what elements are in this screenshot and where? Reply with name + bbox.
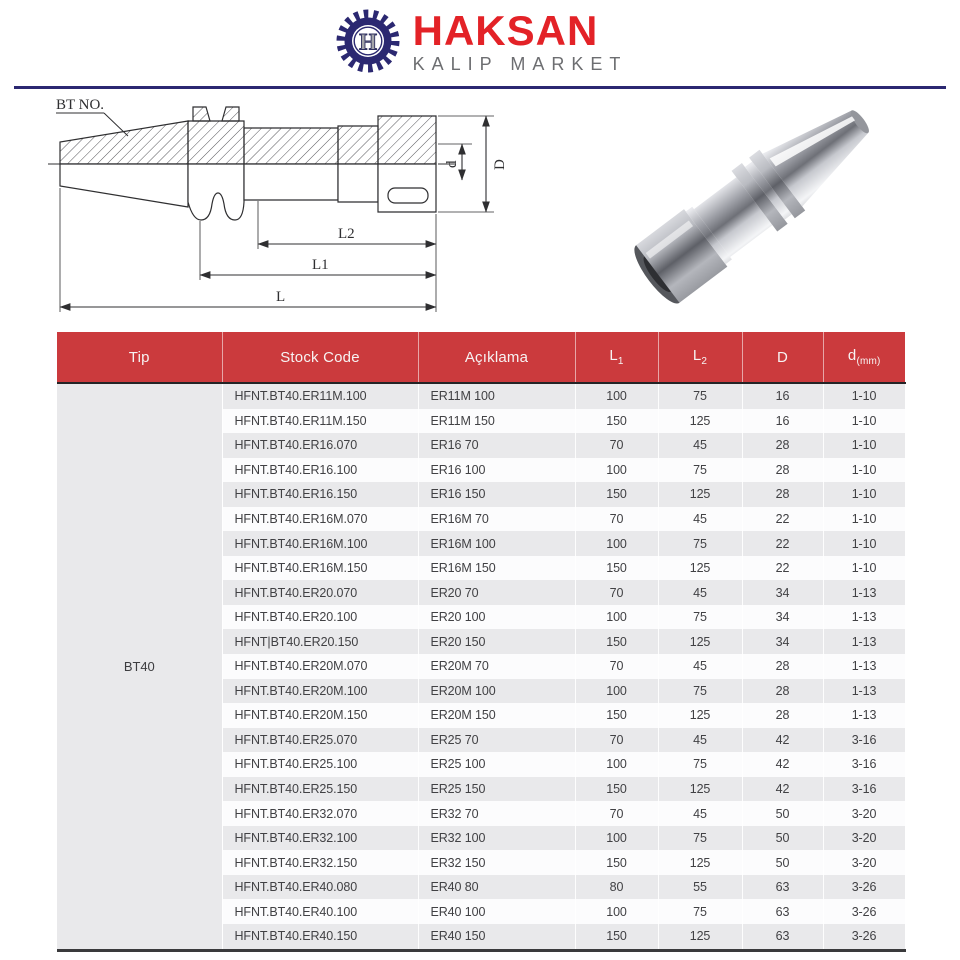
cell-l2: 75 <box>658 752 742 777</box>
cell-d_mm: 1-13 <box>823 679 905 704</box>
cell-l1: 150 <box>575 482 658 507</box>
cell-d_mm: 3-26 <box>823 875 905 900</box>
cell-d_mm: 1-13 <box>823 703 905 728</box>
cell-aciklama: ER16M 100 <box>418 531 575 556</box>
cell-d: 34 <box>742 605 823 630</box>
cell-l1: 70 <box>575 433 658 458</box>
cell-l2: 75 <box>658 826 742 851</box>
cell-d: 28 <box>742 654 823 679</box>
cell-d: 28 <box>742 433 823 458</box>
cell-l2: 45 <box>658 801 742 826</box>
cell-aciklama: ER25 100 <box>418 752 575 777</box>
cell-l2: 45 <box>658 654 742 679</box>
cell-d: 63 <box>742 899 823 924</box>
cell-aciklama: ER20 70 <box>418 580 575 605</box>
cell-l2: 75 <box>658 458 742 483</box>
cell-d_mm: 1-10 <box>823 556 905 581</box>
cell-stock_code: HFNT.BT40.ER20.100 <box>222 605 418 630</box>
brand-name: HAKSAN <box>412 6 599 54</box>
cell-d_mm: 3-16 <box>823 728 905 753</box>
cell-stock_code: HFNT.BT40.ER16M.100 <box>222 531 418 556</box>
cell-stock_code: HFNT.BT40.ER40.080 <box>222 875 418 900</box>
cell-l1: 100 <box>575 458 658 483</box>
product-photo <box>596 88 911 323</box>
bt-no-label: BT NO. <box>56 97 105 113</box>
cell-d: 22 <box>742 507 823 532</box>
cell-l2: 45 <box>658 728 742 753</box>
cell-l1: 150 <box>575 409 658 434</box>
cell-d_mm: 1-13 <box>823 605 905 630</box>
table-header-row <box>57 332 905 383</box>
cell-stock_code: HFNT.BT40.ER20M.150 <box>222 703 418 728</box>
cell-d: 28 <box>742 458 823 483</box>
cell-stock_code: HFNT.BT40.ER32.100 <box>222 826 418 851</box>
cell-l2: 55 <box>658 875 742 900</box>
brand-tagline: KALIP MARKET <box>412 53 628 74</box>
cell-stock_code: HFNT|BT40.ER20.150 <box>222 629 418 654</box>
cell-aciklama: ER20M 150 <box>418 703 575 728</box>
cell-aciklama: ER25 70 <box>418 728 575 753</box>
cell-l1: 100 <box>575 531 658 556</box>
cell-stock_code: HFNT.BT40.ER16.070 <box>222 433 418 458</box>
cell-stock_code: HFNT.BT40.ER40.100 <box>222 899 418 924</box>
cell-d_mm: 1-10 <box>823 458 905 483</box>
cell-aciklama: ER11M 100 <box>418 383 575 409</box>
cell-aciklama: ER11M 150 <box>418 409 575 434</box>
cell-aciklama: ER32 150 <box>418 850 575 875</box>
cell-d: 63 <box>742 875 823 900</box>
cell-l1: 150 <box>575 629 658 654</box>
cell-stock_code: HFNT.BT40.ER32.150 <box>222 850 418 875</box>
header-d-large: D <box>742 332 823 383</box>
cell-stock_code: HFNT.BT40.ER20M.100 <box>222 679 418 704</box>
cell-aciklama: ER32 70 <box>418 801 575 826</box>
cell-l2: 125 <box>658 629 742 654</box>
dim-d-small-label: d <box>444 160 460 168</box>
cell-aciklama: ER16M 70 <box>418 507 575 532</box>
cell-l2: 75 <box>658 899 742 924</box>
cell-l2: 125 <box>658 777 742 802</box>
logo-monogram: H <box>358 29 377 55</box>
cell-d: 50 <box>742 801 823 826</box>
cell-l1: 100 <box>575 899 658 924</box>
cell-l2: 125 <box>658 850 742 875</box>
cell-d: 50 <box>742 826 823 851</box>
cell-l2: 125 <box>658 556 742 581</box>
cell-d: 22 <box>742 556 823 581</box>
cell-l2: 125 <box>658 924 742 950</box>
cell-l1: 70 <box>575 580 658 605</box>
cell-d: 28 <box>742 679 823 704</box>
cell-l1: 150 <box>575 556 658 581</box>
cell-d_mm: 1-10 <box>823 409 905 434</box>
cell-d: 42 <box>742 728 823 753</box>
spec-table-body <box>57 383 905 950</box>
dim-l1-label: L1 <box>312 257 329 273</box>
cell-aciklama: ER20M 70 <box>418 654 575 679</box>
cell-d_mm: 1-13 <box>823 629 905 654</box>
cell-d: 50 <box>742 850 823 875</box>
dim-l2-label: L2 <box>338 226 355 242</box>
tip-cell: BT40 <box>57 383 222 950</box>
cell-stock_code: HFNT.BT40.ER25.100 <box>222 752 418 777</box>
cell-stock_code: HFNT.BT40.ER11M.150 <box>222 409 418 434</box>
cell-d: 16 <box>742 383 823 409</box>
cell-l1: 80 <box>575 875 658 900</box>
brand-header <box>0 6 960 76</box>
table-row <box>57 383 905 409</box>
cell-stock_code: HFNT.BT40.ER11M.100 <box>222 383 418 409</box>
header-stock-code: Stock Code <box>222 332 418 383</box>
cell-d_mm: 1-10 <box>823 433 905 458</box>
cell-l1: 150 <box>575 850 658 875</box>
cell-aciklama: ER40 80 <box>418 875 575 900</box>
header-l1: $L_1$ <box>575 332 658 383</box>
cell-l2: 45 <box>658 507 742 532</box>
cell-l1: 100 <box>575 826 658 851</box>
cell-stock_code: HFNT.BT40.ER16.150 <box>222 482 418 507</box>
cell-stock_code: HFNT.BT40.ER16.100 <box>222 458 418 483</box>
cell-aciklama: ER40 150 <box>418 924 575 950</box>
cell-d: 34 <box>742 629 823 654</box>
cell-d: 28 <box>742 703 823 728</box>
cell-l1: 150 <box>575 924 658 950</box>
cell-l2: 75 <box>658 679 742 704</box>
cell-d: 63 <box>742 924 823 950</box>
cell-aciklama: ER16 70 <box>418 433 575 458</box>
cell-aciklama: ER16 150 <box>418 482 575 507</box>
cell-l1: 100 <box>575 752 658 777</box>
cell-d: 22 <box>742 531 823 556</box>
cell-l1: 70 <box>575 507 658 532</box>
cell-l1: 70 <box>575 654 658 679</box>
cell-stock_code: HFNT.BT40.ER40.150 <box>222 924 418 950</box>
cell-l1: 70 <box>575 728 658 753</box>
cell-l1: 70 <box>575 801 658 826</box>
cell-d: 42 <box>742 752 823 777</box>
cell-l2: 75 <box>658 531 742 556</box>
cell-d: 42 <box>742 777 823 802</box>
cell-d_mm: 3-26 <box>823 899 905 924</box>
cell-d_mm: 1-13 <box>823 654 905 679</box>
cell-aciklama: ER16 100 <box>418 458 575 483</box>
cell-l1: 100 <box>575 383 658 409</box>
cell-l1: 100 <box>575 605 658 630</box>
cell-aciklama: ER25 150 <box>418 777 575 802</box>
cell-stock_code: HFNT.BT40.ER16M.070 <box>222 507 418 532</box>
cell-l2: 125 <box>658 409 742 434</box>
cell-stock_code: HFNT.BT40.ER25.150 <box>222 777 418 802</box>
header-d-small: $d_{(mm)}$ <box>823 332 905 383</box>
cell-aciklama: ER20M 100 <box>418 679 575 704</box>
header-l2: $L_2$ <box>658 332 742 383</box>
cell-stock_code: HFNT.BT40.ER16M.150 <box>222 556 418 581</box>
cell-d: 16 <box>742 409 823 434</box>
cell-d_mm: 3-20 <box>823 801 905 826</box>
cell-stock_code: HFNT.BT40.ER32.070 <box>222 801 418 826</box>
cell-aciklama: ER20 150 <box>418 629 575 654</box>
cell-l2: 75 <box>658 383 742 409</box>
cell-aciklama: ER16M 150 <box>418 556 575 581</box>
cell-d_mm: 3-26 <box>823 924 905 950</box>
cell-d_mm: 3-20 <box>823 850 905 875</box>
cell-d_mm: 3-16 <box>823 752 905 777</box>
cell-d_mm: 3-16 <box>823 777 905 802</box>
cell-stock_code: HFNT.BT40.ER20M.070 <box>222 654 418 679</box>
cell-stock_code: HFNT.BT40.ER20.070 <box>222 580 418 605</box>
cell-aciklama: ER40 100 <box>418 899 575 924</box>
cell-d_mm: 1-10 <box>823 383 905 409</box>
cell-d: 34 <box>742 580 823 605</box>
technical-drawing <box>40 92 510 329</box>
dim-d-large-label: D <box>492 159 508 170</box>
header-tip: Tip <box>57 332 222 383</box>
cell-stock_code: HFNT.BT40.ER25.070 <box>222 728 418 753</box>
cell-d_mm: 1-10 <box>823 507 905 532</box>
gear-logo-icon <box>333 6 403 76</box>
cell-l1: 150 <box>575 703 658 728</box>
cell-d: 28 <box>742 482 823 507</box>
cell-l1: 100 <box>575 679 658 704</box>
header-aciklama: Açıklama <box>418 332 575 383</box>
cell-l2: 45 <box>658 580 742 605</box>
cell-l2: 125 <box>658 482 742 507</box>
cell-l2: 75 <box>658 605 742 630</box>
cell-d_mm: 1-10 <box>823 482 905 507</box>
cell-d_mm: 1-10 <box>823 531 905 556</box>
spec-table <box>57 332 906 952</box>
cell-d_mm: 1-13 <box>823 580 905 605</box>
cell-d_mm: 3-20 <box>823 826 905 851</box>
cell-l2: 125 <box>658 703 742 728</box>
cell-l1: 150 <box>575 777 658 802</box>
cell-aciklama: ER32 100 <box>418 826 575 851</box>
dim-l-label: L <box>276 289 286 305</box>
cell-l2: 45 <box>658 433 742 458</box>
cell-aciklama: ER20 100 <box>418 605 575 630</box>
